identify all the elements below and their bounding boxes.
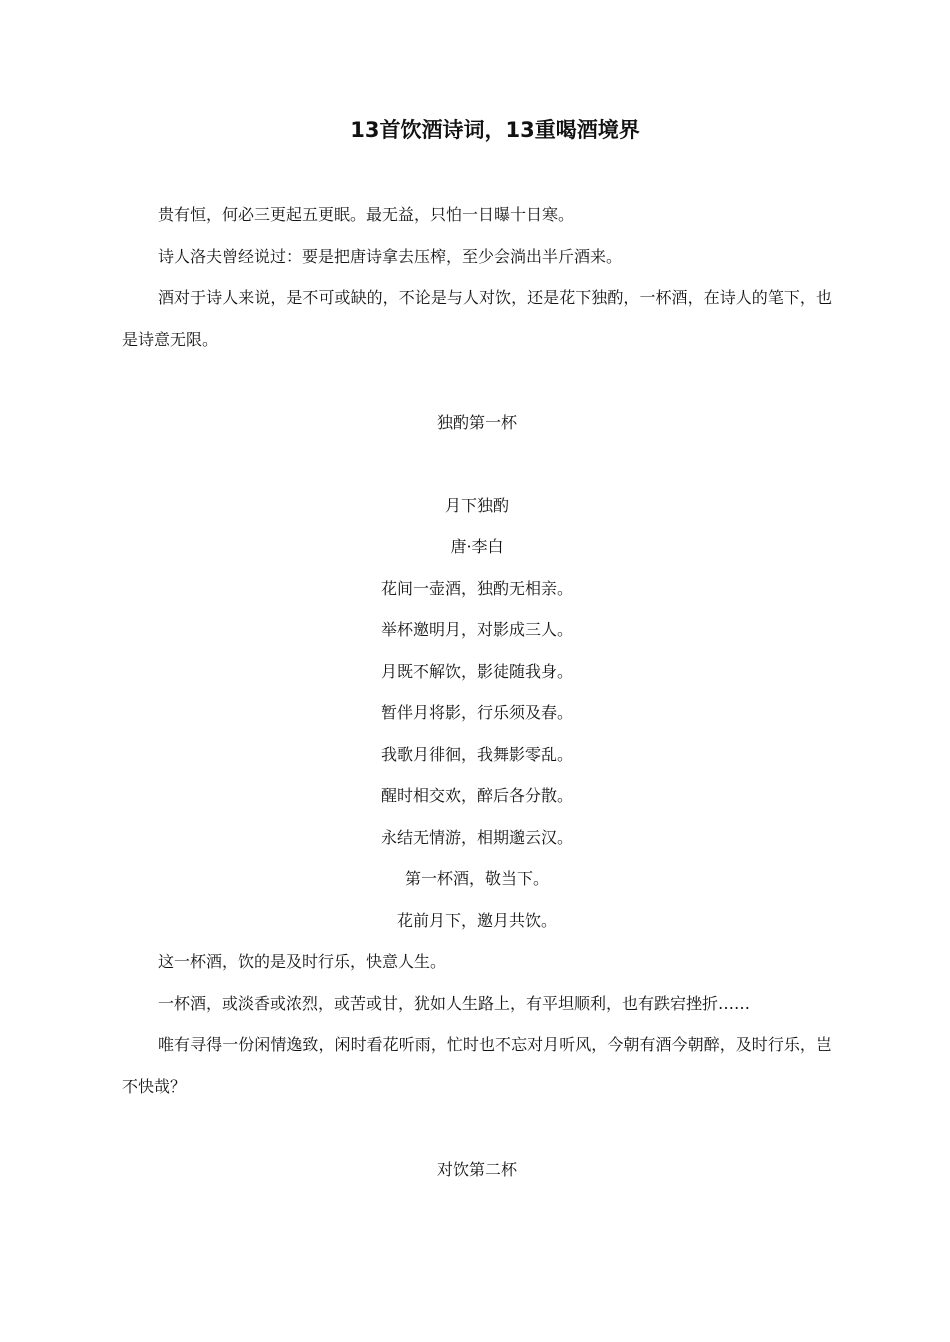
poem-line: 举杯邀明月，对影成三人。 [380,620,573,639]
poem-line: 我歌月徘徊，我舞影零乱。 [380,744,573,764]
commentary-paragraph-1: 这一杯酒，饮的是及时行乐，快意人生。 [158,952,447,971]
poem-line: 第一杯酒，敬当下。 [404,869,549,888]
poem-line: 醒时相交欢，醉后各分散。 [380,786,573,805]
poem-title: 月下独酌 [444,495,509,515]
poem-author: 唐·李白 [450,537,504,556]
document-title: 13首饮酒诗词，13重喝酒境界 [350,118,640,142]
spacer [122,360,832,402]
poem-line: 花前月下，邀月共饮。 [396,910,557,930]
spacer [122,443,832,485]
poem-line: 月既不解饮，影徒随我身。 [380,661,573,681]
poem-line: 花间一壶酒，独酌无相亲。 [380,578,573,598]
spacer [122,1107,832,1149]
section-heading-1: 独酌第一杯 [436,412,517,432]
section-heading-2: 对饮第二杯 [436,1159,517,1179]
intro-paragraph-2: 诗人洛夫曾经说过：要是把唐诗拿去压榨，至少会淌出半斤酒来。 [158,246,623,266]
commentary-paragraph-2: 一杯酒，或淡香或浓烈，或苦或甘，犹如人生路上，有平坦顺利，也有跌宕挫折…… [158,993,751,1013]
intro-paragraph-1: 贵有恒，何必三更起五更眠。最无益，只怕一日曝十日寒。 [158,205,575,224]
poem-line: 暂伴月将影，行乐须及春。 [380,703,573,722]
commentary-paragraph-3: 唯有寻得一份闲情逸致，闲时看花听雨，忙时也不忘对月听风，今朝有酒今朝醉，及时行乐，岂不快哉？ [122,1035,832,1096]
poem-line: 永结无情游，相期邈云汉。 [380,827,573,847]
document-body [122,194,832,1190]
intro-paragraph-3: 酒对于诗人来说，是不可或缺的，不论是与人对饮，还是花下独酌，一杯酒，在诗人的笔下，也是诗意无限。 [122,288,832,349]
